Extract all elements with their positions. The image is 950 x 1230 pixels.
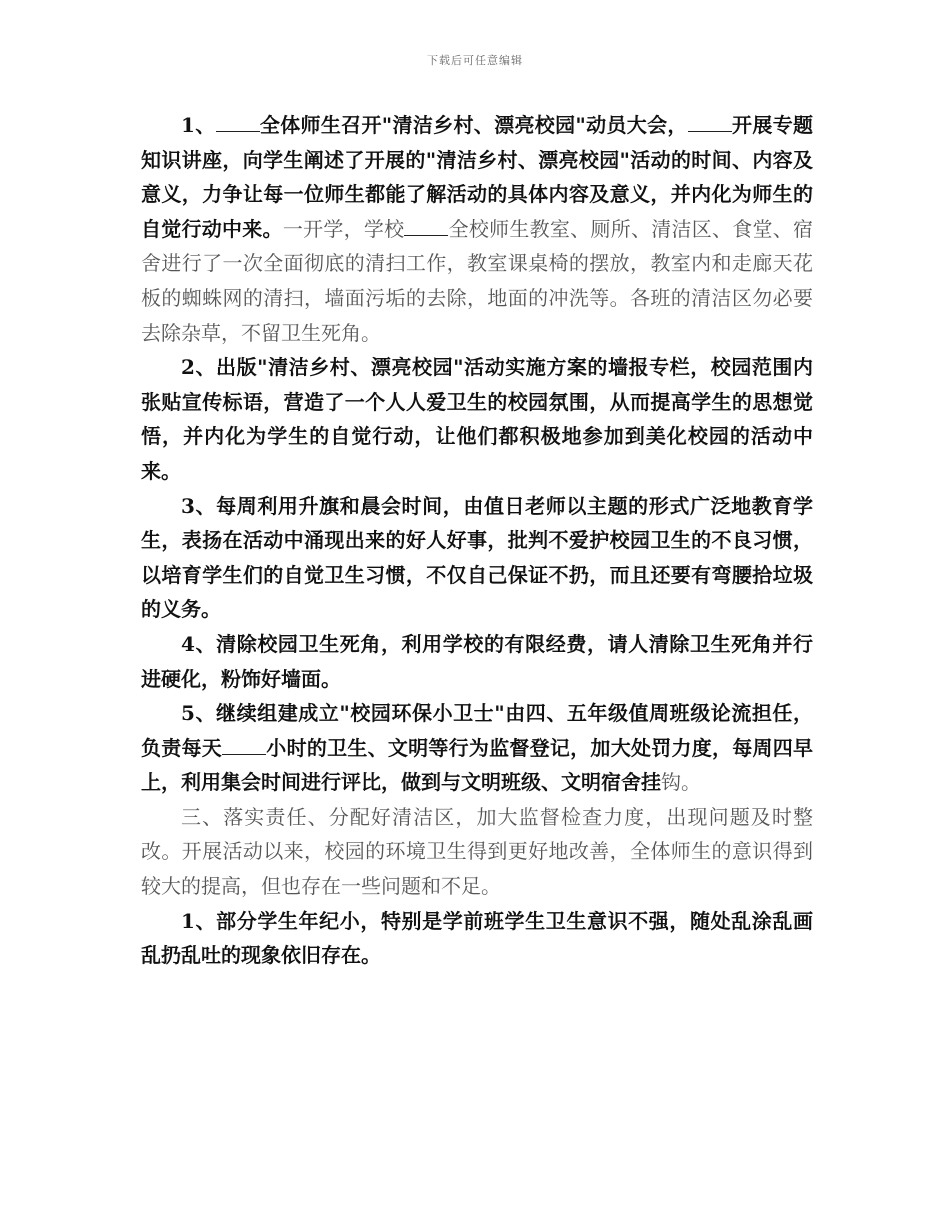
paragraph-1-part-1: 全体师生召开"清洁乡村、漂亮校园"动员大会， — [259, 113, 688, 137]
paragraph-5-part-2: 小时的卫生、文明等行为监督登记，加大处罚力度，每周四早上，利用集会时间进行评比，做到与文明班级、文明宿舍挂 — [141, 735, 814, 795]
blank-line — [404, 217, 448, 236]
paragraph-4: 4、清除校园卫生死角，利用学校的有限经费，请人清除卫生死角并行进硬化，粉饰好墙面。 — [141, 631, 813, 691]
paragraph-5 — [141, 696, 813, 800]
paragraph-3: 3、每周利用升旗和晨会时间，由值日老师以主题的形式广泛地教育学生，表扬在活动中涌现出来的好人好事，批判不爱护校园卫生的不良习惯，以培育学生们的自觉卫生习惯，不仅自己保证不扔，而且还要有弯腰拾垃圾的义务。 — [141, 493, 813, 622]
paragraph-7: 1、部分学生年纪小，特别是学前班学生卫生意识不强，随处乱涂乱画乱扔乱吐的现象依旧存在。 — [141, 908, 813, 968]
paragraph-1-part-4: 全校师生教室、厕所、清洁区、食堂、宿舍进行了一次全面彻底的清扫工作，教室课桌椅的摆放，教室内和走廊天花板的蜘蛛网的清扫，墙面污垢的去除，地面的冲洗等。各班的清洁区勿必要去除杂草，不留卫生死角。 — [141, 216, 814, 345]
paragraph-5-part-3: 钩。 — [661, 770, 701, 795]
paragraph-1-number: 1、 — [181, 113, 216, 137]
header-note: 下载后可任意编辑 — [427, 54, 523, 67]
paragraph-1-part-3: 一开学，学校 — [282, 216, 405, 241]
paragraph-5-part-1: 5、继续组建成立"校园环保小卫士"由四、五年级值周班级论流担任，负责每天 — [141, 701, 813, 760]
document-body — [141, 108, 813, 973]
blank-line — [222, 736, 266, 755]
paragraph-1 — [141, 108, 813, 350]
paragraph-2: 2、出版"清洁乡村、漂亮校园"活动实施方案的墙报专栏，校园范围内张贴宣传标语，营造了一个人人爱卫生的校园氛围，从而提高学生的思想觉悟，并内化为学生的自觉行动，让他们都积极地参加到美化校园的活动中来。 — [141, 355, 813, 483]
paragraph-1-part-2: 开展专题知识讲座，向学生阐述了开展的"清洁乡村、漂亮校园"活动的时间、内容及意义，力争让每一位师生都能了解活动的具体内容及意义，并内化为师生的自觉行动中来。 — [141, 113, 814, 241]
blank-line — [688, 113, 732, 132]
blank-line — [216, 113, 260, 132]
paragraph-6: 三、落实责任、分配好清洁区，加大监督检查力度，出现问题及时整改。开展活动以来，校园的环境卫生得到更好地改善，全体师生的意识得到较大的提高，但也存在一些问题和不足。 — [141, 804, 813, 899]
